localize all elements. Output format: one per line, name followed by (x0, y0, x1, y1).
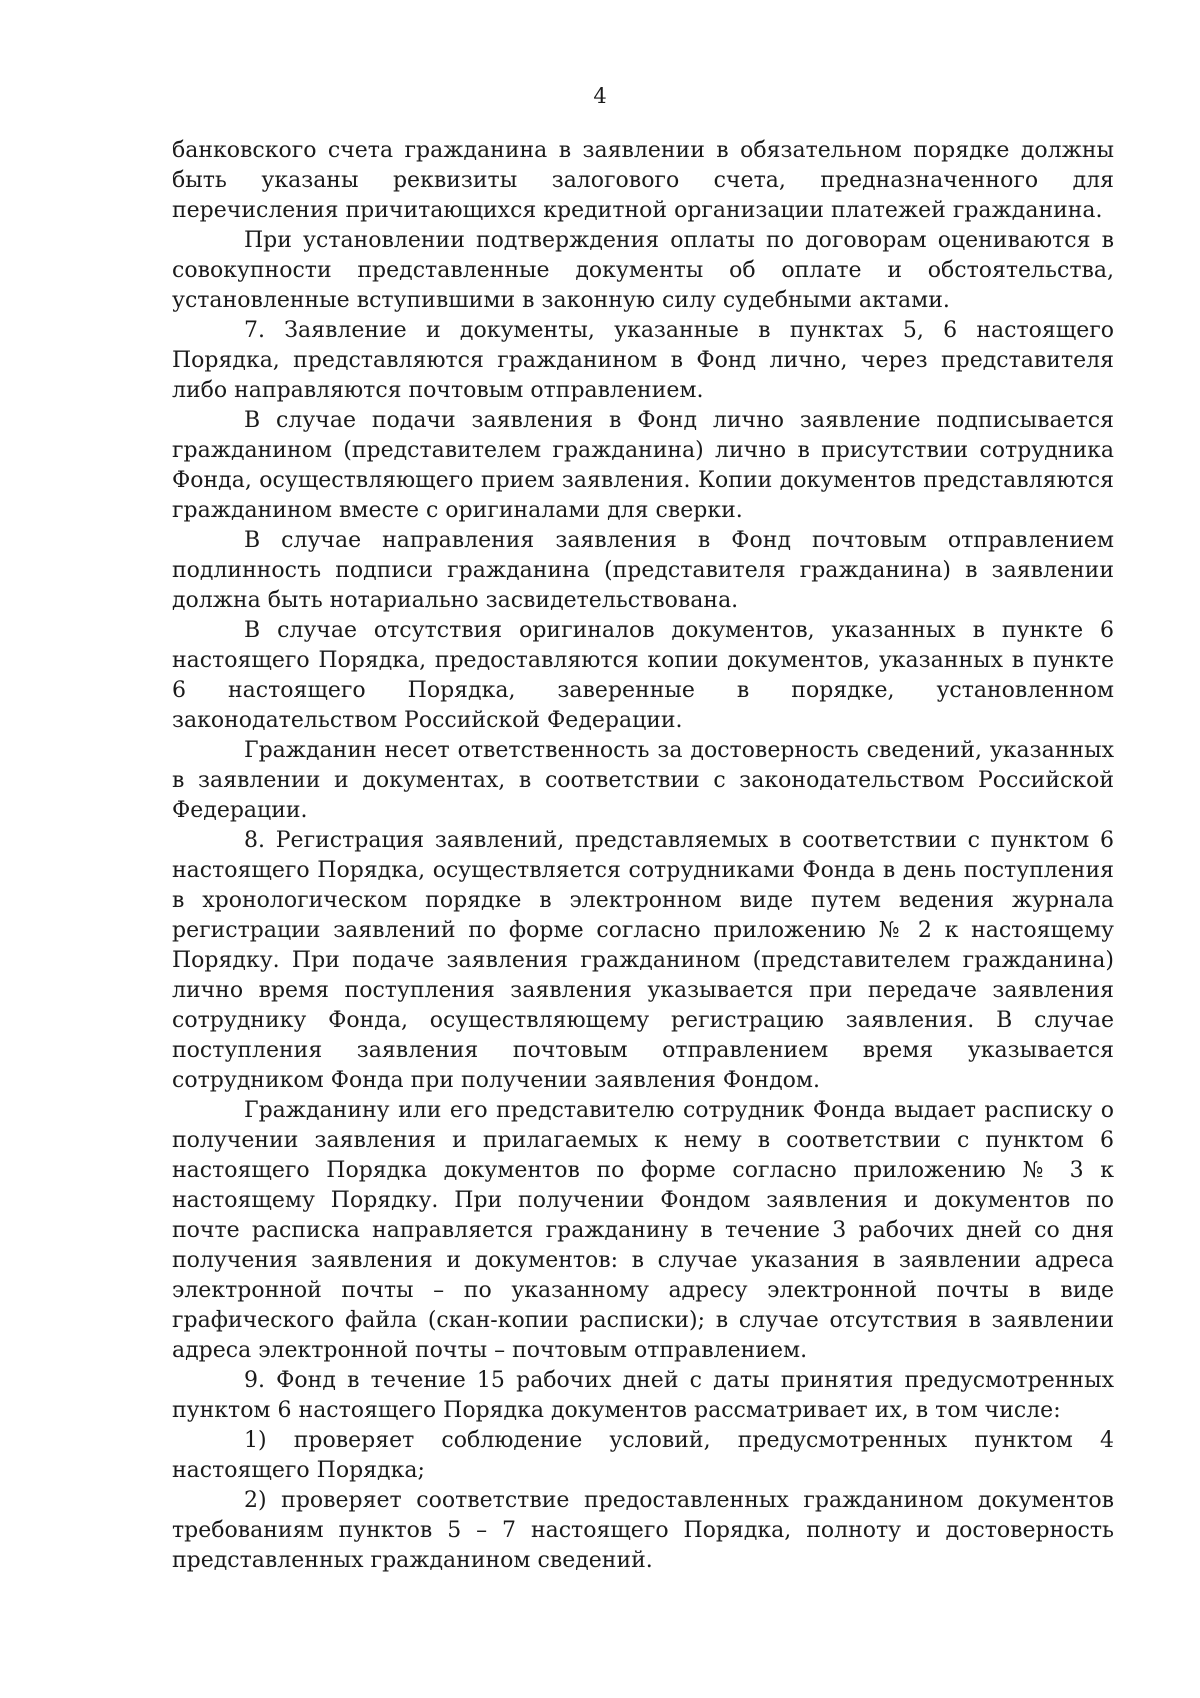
paragraph-responsibility: Гражданин несет ответственность за достоверность сведений, указанных в заявлении и документах, в соответствии с законодательством Российской Федерации. (172, 738, 1114, 823)
paragraph-continuation: банковского счета гражданина в заявлении в обязательном порядке должны быть указаны реквизиты залогового счета, предназначенного для перечисления причитающихся кредитной организации платежей гражданина. (172, 138, 1114, 223)
page-number: 4 (593, 84, 607, 108)
paragraph-clause-9-item-1: 1) проверяет соблюдение условий, предусмотренных пунктом 4 настоящего Порядка; (172, 1428, 1114, 1483)
paragraph-clause-8: 8. Регистрация заявлений, представляемых в соответствии с пунктом 6 настоящего Порядка, осуществляется сотрудниками Фонда в день поступления в хронологическом порядке в электронном виде путем ведения журнала регистрации заявлений по форме согласно приложению № 2 к настоящему Порядку. При подаче заявления гражданином (представителем гражданина) лично время поступления заявления указывается при передаче заявления сотруднику Фонда, осуществляющему регистрацию заявления. В случае поступления заявления почтовым отправлением время указывается сотрудником Фонда при получении заявления Фондом. (172, 828, 1114, 1093)
paragraph-receipt: Гражданину или его представителю сотрудник Фонда выдает расписку о получении заявления и прилагаемых к нему в соответствии с пунктом 6 настоящего Порядка документов по форме согласно приложению № 3 к настоящему Порядку. При получении Фондом заявления и документов по почте расписка направляется гражданину в течение 3 рабочих дней со дня получения заявления и документов: в случае указания в заявлении адреса электронной почты – по указанному адресу электронной почты в виде графического файла (скан-копии расписки); в случае отсутствия в заявлении адреса электронной почты – почтовым отправлением. (172, 1098, 1114, 1363)
paragraph-postal-submission: В случае направления заявления в Фонд почтовым отправлением подлинность подписи гражданина (представителя гражданина) в заявлении должна быть нотариально засвидетельствована. (172, 528, 1114, 613)
paragraph-personal-submission: В случае подачи заявления в Фонд лично заявление подписывается гражданином (представителем гражданина) лично в присутствии сотрудника Фонда, осуществляющего прием заявления. Копии документов представляются гражданином вместе с оригиналами для сверки. (172, 408, 1114, 523)
document-body (172, 136, 1114, 1576)
paragraph-payment-confirmation: При установлении подтверждения оплаты по договорам оцениваются в совокупности представленные документы об оплате и обстоятельства, установленные вступившими в законную силу судебными актами. (172, 228, 1114, 313)
paragraph-clause-7: 7. Заявление и документы, указанные в пунктах 5, 6 настоящего Порядка, представляются гражданином в Фонд лично, через представителя либо направляются почтовым отправлением. (172, 318, 1114, 403)
paragraph-missing-originals: В случае отсутствия оригиналов документов, указанных в пункте 6 настоящего Порядка, предоставляются копии документов, указанных в пункте 6 настоящего Порядка, заверенные в порядке, установленном законодательством Российской Федерации. (172, 618, 1114, 733)
paragraph-clause-9: 9. Фонд в течение 15 рабочих дней с даты принятия предусмотренных пунктом 6 настоящего Порядка документов рассматривает их, в том числе: (172, 1368, 1114, 1423)
paragraph-clause-9-item-2: 2) проверяет соответствие предоставленных гражданином документов требованиям пунктов 5 – 7 настоящего Порядка, полноту и достоверность представленных гражданином сведений. (172, 1488, 1114, 1573)
